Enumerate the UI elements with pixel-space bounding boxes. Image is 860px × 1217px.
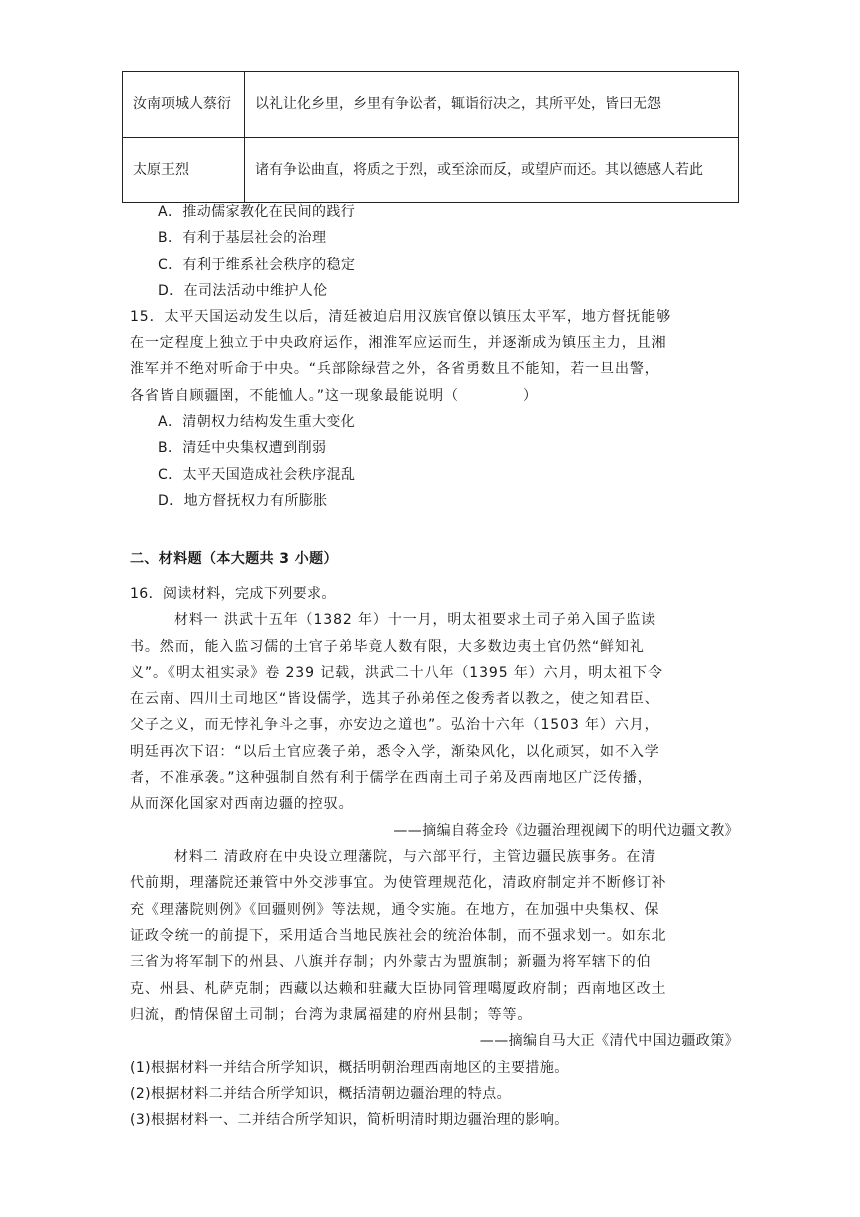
q14-option-a: A．推动儒家教化在民间的践行 [158, 204, 356, 220]
q15-option-c: C．太平天国造成社会秩序混乱 [158, 467, 356, 483]
material2-line: 证政令统一的前提下，采用适合当地民族社会的统治体制，而不强求划一。如东北 [130, 928, 667, 944]
material1-line: 父子之义，而无悖礼争斗之事，亦安边之道也”。弘治十六年（1503 年）六月， [130, 717, 660, 733]
q15-stem-line-last [130, 383, 538, 409]
material1-line: 材料一 洪武十五年（1382 年）十一月，明太祖要求土司子弟入国子监读 [174, 612, 657, 628]
material2-line: 材料二 清政府在中央设立理藩院，与六部平行，主管边疆民族事务。在清 [174, 849, 657, 865]
material2-line: 代前期，理藩院还兼管中外交涉事宜。为使管理规范化，清政府制定并不断修订补 [130, 875, 667, 891]
table-row [123, 72, 739, 138]
material2-source: ——摘编自马大正《清代中国边疆政策》 [479, 1033, 739, 1049]
material-table [122, 71, 739, 203]
material2-line: 充《理藩院则例》《回疆则例》等法规，通令实施。在地方，在加强中央集权、保 [130, 902, 660, 918]
q14-option-d: D．在司法活动中维护人伦 [158, 283, 328, 299]
q16-stem: 16．阅读材料，完成下列要求。 [130, 586, 336, 602]
q15-option-a: A．清朝权力结构发生重大变化 [158, 414, 356, 430]
q15-stem-text: 各省皆自顾疆圉，不能恤人。”这一现象最能说明（ [130, 388, 459, 404]
table-cell-content: 以礼让化乡里，乡里有争讼者，辄诣衍决之，其所平处，皆曰无怨 [245, 72, 739, 138]
table-cell-content: 诸有争讼曲直，将质之于烈，或至涂而反，或望庐而还。其以德感人若此 [245, 138, 739, 203]
material2-line: 三省为将军制下的州县、八旗并存制；内外蒙古为盟旗制；新疆为将军辖下的伯 [130, 954, 652, 970]
q15-option-b: B．清廷中央集权遭到削弱 [158, 440, 327, 456]
material1-line: 书。然而，能入监习儒的土官子弟毕竟人数有限，大多数边夷土官仍然“鲜知礼 [130, 639, 645, 655]
q14-option-c: C．有利于维系社会秩序的稳定 [158, 257, 356, 273]
section-title: 二、材料题（本大题共 3 小题） [130, 551, 338, 567]
close-paren: ） [522, 388, 538, 404]
q15-stem-line: 15．太平天国运动发生以后，清廷被迫启用汉族官僚以镇压太平军，地方督抚能够 [130, 309, 672, 325]
material1-source: ——摘编自蒋金玲《边疆治理视阈下的明代边疆文教》 [393, 823, 739, 839]
material1-line: 在云南、四川土司地区“皆设儒学，选其子孙弟侄之俊秀者以教之，使之知君臣、 [130, 691, 660, 707]
q15-option-d: D．地方督抚权力有所膨胀 [158, 493, 328, 509]
material1-line: 从而深化国家对西南边疆的控驭。 [130, 796, 354, 812]
material1-line: 者，不准承袭。”这种强制自然有利于儒学在西南土司子弟及西南地区广泛传播， [130, 770, 653, 786]
table-cell-person: 太原王烈 [123, 138, 245, 203]
q14-option-b: B．有利于基层社会的治理 [158, 230, 327, 246]
q16-subquestion-2: (2)根据材料二并结合所学知识，概括清朝边疆治理的特点。 [130, 1086, 512, 1102]
material1-line: 明廷再次下诏：“以后土官应袭子弟，悉令入学，渐染风化，以化顽冥，如不入学 [130, 744, 660, 760]
q16-subquestion-3: (3)根据材料一、二并结合所学知识，简析明清时期边疆治理的影响。 [130, 1112, 569, 1128]
table-cell-person: 汝南项城人蔡衍 [123, 72, 245, 138]
q16-subquestion-1: (1)根据材料一并结合所学知识，概括明朝治理西南地区的主要措施。 [130, 1060, 569, 1076]
material2-line: 克、州县、札萨克制；西藏以达赖和驻藏大臣协同管理噶厦政府制；西南地区改土 [130, 981, 667, 997]
q15-stem-line: 淮军并不绝对听命于中央。“兵部除绿营之外，各省勇数且不能知，若一旦出警， [130, 361, 660, 377]
material2-line: 归流，酌情保留土司制；台湾为隶属福建的府州县制；等等。 [130, 1007, 533, 1023]
material1-line: 义”。《明太祖实录》卷 239 记载，洪武二十八年（1395 年）六月，明太祖下令 [130, 665, 663, 681]
q15-stem-line: 在一定程度上独立于中央政府运作，湘淮军应运而生，并逐渐成为镇压主力，且湘 [130, 335, 667, 351]
table-row [123, 138, 739, 203]
